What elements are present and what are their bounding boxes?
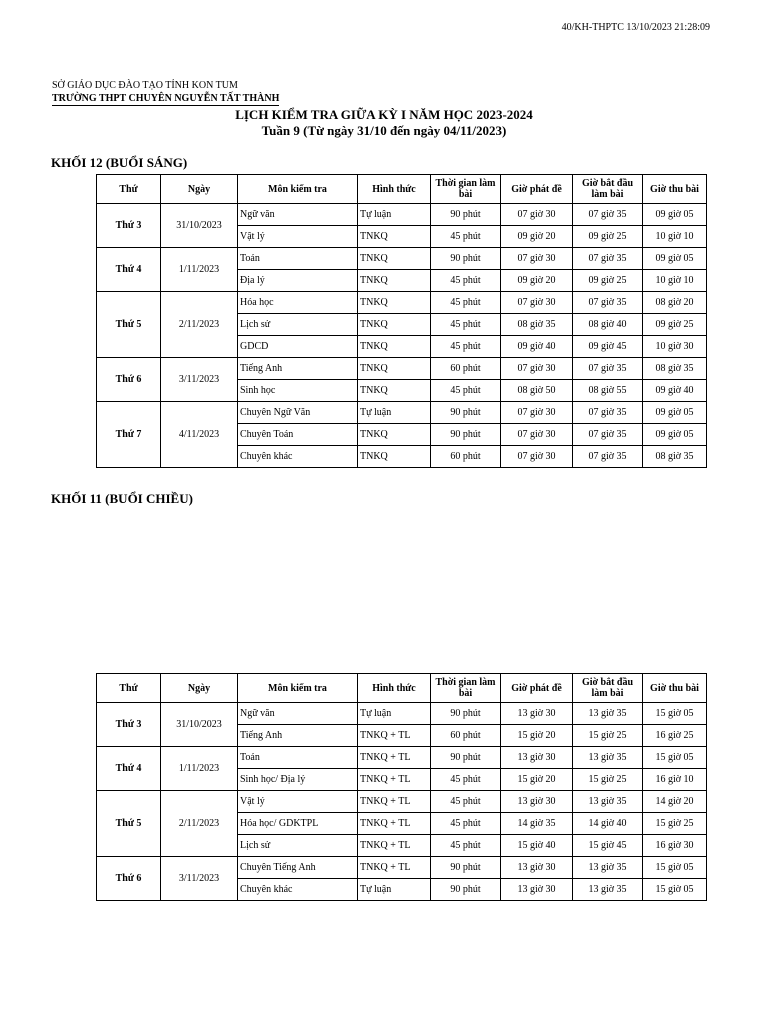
distribution-time-cell: 13 giờ 30 (501, 857, 573, 879)
subject-cell: Hóa học/ GDKTPL (238, 813, 358, 835)
date-cell: 31/10/2023 (161, 703, 238, 747)
format-cell: TNKQ (358, 248, 431, 270)
school-name: TRƯỜNG THPT CHUYÊN NGUYỄN TẤT THÀNH (52, 93, 280, 104)
column-header: Thời gian làm bài (431, 175, 501, 204)
start-time-cell: 07 giờ 35 (573, 204, 643, 226)
distribution-time-cell: 07 giờ 30 (501, 204, 573, 226)
distribution-time-cell: 14 giờ 35 (501, 813, 573, 835)
subject-cell: Địa lý (238, 270, 358, 292)
table-header-row (97, 175, 707, 204)
duration-cell: 60 phút (431, 446, 501, 468)
subject-cell: Vật lý (238, 791, 358, 813)
duration-cell: 90 phút (431, 857, 501, 879)
weekday-cell: Thứ 5 (97, 791, 161, 857)
format-cell: TNKQ + TL (358, 769, 431, 791)
format-cell: TNKQ + TL (358, 791, 431, 813)
start-time-cell: 07 giờ 35 (573, 248, 643, 270)
subject-cell: Ngữ văn (238, 204, 358, 226)
collection-time-cell: 16 giờ 25 (643, 725, 707, 747)
start-time-cell: 15 giờ 45 (573, 835, 643, 857)
start-time-cell: 08 giờ 55 (573, 380, 643, 402)
start-time-cell: 13 giờ 35 (573, 791, 643, 813)
date-cell: 1/11/2023 (161, 248, 238, 292)
format-cell: TNKQ + TL (358, 835, 431, 857)
format-cell: TNKQ (358, 424, 431, 446)
subject-cell: Chuyên Toán (238, 424, 358, 446)
duration-cell: 45 phút (431, 835, 501, 857)
start-time-cell: 07 giờ 35 (573, 292, 643, 314)
subject-cell: Hóa học (238, 292, 358, 314)
column-header: Môn kiểm tra (238, 674, 358, 703)
schedule-table-khoi-12 (96, 174, 707, 468)
format-cell: TNKQ (358, 358, 431, 380)
collection-time-cell: 15 giờ 05 (643, 879, 707, 901)
duration-cell: 90 phút (431, 703, 501, 725)
subject-cell: Lịch sử (238, 314, 358, 336)
collection-time-cell: 08 giờ 35 (643, 446, 707, 468)
department-name: SỞ GIÁO DỤC ĐÀO TẠO TỈNH KON TUM (52, 80, 238, 91)
subject-cell: Lịch sử (238, 835, 358, 857)
table-row (97, 703, 707, 725)
distribution-time-cell: 07 giờ 30 (501, 248, 573, 270)
distribution-time-cell: 13 giờ 30 (501, 703, 573, 725)
section-title-khoi-11: KHỐI 11 (BUỔI CHIỀU) (51, 491, 193, 506)
distribution-time-cell: 07 giờ 30 (501, 358, 573, 380)
subject-cell: Chuyên khác (238, 446, 358, 468)
format-cell: Tự luận (358, 204, 431, 226)
distribution-time-cell: 15 giờ 20 (501, 725, 573, 747)
duration-cell: 45 phút (431, 791, 501, 813)
weekday-cell: Thứ 3 (97, 204, 161, 248)
column-header: Giờ thu bài (643, 175, 707, 204)
start-time-cell: 09 giờ 45 (573, 336, 643, 358)
column-header: Thời gian làm bài (431, 674, 501, 703)
subject-cell: Tiếng Anh (238, 358, 358, 380)
column-header: Hình thức (358, 175, 431, 204)
distribution-time-cell: 07 giờ 30 (501, 446, 573, 468)
format-cell: TNKQ (358, 446, 431, 468)
column-header: Ngày (161, 175, 238, 204)
subject-cell: Tiếng Anh (238, 725, 358, 747)
column-header: Môn kiểm tra (238, 175, 358, 204)
column-header: Giờ bắt đầu làm bài (573, 175, 643, 204)
column-header: Giờ phát đề (501, 674, 573, 703)
date-cell: 3/11/2023 (161, 358, 238, 402)
duration-cell: 45 phút (431, 314, 501, 336)
format-cell: TNKQ (358, 270, 431, 292)
collection-time-cell: 16 giờ 30 (643, 835, 707, 857)
collection-time-cell: 15 giờ 25 (643, 813, 707, 835)
organization-block (52, 79, 279, 106)
duration-cell: 60 phút (431, 725, 501, 747)
start-time-cell: 07 giờ 35 (573, 446, 643, 468)
weekday-cell: Thứ 5 (97, 292, 161, 358)
format-cell: TNKQ (358, 336, 431, 358)
subject-cell: Toán (238, 747, 358, 769)
format-cell: TNKQ (358, 380, 431, 402)
collection-time-cell: 09 giờ 05 (643, 424, 707, 446)
start-time-cell: 13 giờ 35 (573, 703, 643, 725)
distribution-time-cell: 13 giờ 30 (501, 791, 573, 813)
table-row (97, 857, 707, 879)
date-cell: 31/10/2023 (161, 204, 238, 248)
column-header: Giờ phát đề (501, 175, 573, 204)
date-cell: 4/11/2023 (161, 402, 238, 468)
start-time-cell: 07 giờ 35 (573, 402, 643, 424)
duration-cell: 45 phút (431, 336, 501, 358)
column-header: Thứ (97, 175, 161, 204)
collection-time-cell: 10 giờ 30 (643, 336, 707, 358)
format-cell: TNKQ + TL (358, 813, 431, 835)
subject-cell: Vật lý (238, 226, 358, 248)
weekday-cell: Thứ 3 (97, 703, 161, 747)
subject-cell: Chuyên khác (238, 879, 358, 901)
date-cell: 3/11/2023 (161, 857, 238, 901)
table-row (97, 204, 707, 226)
collection-time-cell: 15 giờ 05 (643, 857, 707, 879)
format-cell: TNKQ (358, 314, 431, 336)
table-row (97, 248, 707, 270)
start-time-cell: 13 giờ 35 (573, 879, 643, 901)
duration-cell: 45 phút (431, 226, 501, 248)
subject-cell: Sinh học/ Địa lý (238, 769, 358, 791)
collection-time-cell: 16 giờ 10 (643, 769, 707, 791)
start-time-cell: 14 giờ 40 (573, 813, 643, 835)
table-row (97, 358, 707, 380)
column-header: Giờ bắt đầu làm bài (573, 674, 643, 703)
format-cell: TNKQ + TL (358, 857, 431, 879)
collection-time-cell: 09 giờ 05 (643, 402, 707, 424)
start-time-cell: 15 giờ 25 (573, 725, 643, 747)
table-row (97, 292, 707, 314)
distribution-time-cell: 13 giờ 30 (501, 747, 573, 769)
collection-time-cell: 09 giờ 05 (643, 204, 707, 226)
duration-cell: 45 phút (431, 292, 501, 314)
column-header: Thứ (97, 674, 161, 703)
collection-time-cell: 09 giờ 25 (643, 314, 707, 336)
table-header-row (97, 674, 707, 703)
collection-time-cell: 08 giờ 35 (643, 358, 707, 380)
distribution-time-cell: 15 giờ 20 (501, 769, 573, 791)
weekday-cell: Thứ 6 (97, 358, 161, 402)
format-cell: TNKQ (358, 292, 431, 314)
weekday-cell: Thứ 4 (97, 248, 161, 292)
distribution-time-cell: 07 giờ 30 (501, 424, 573, 446)
weekday-cell: Thứ 4 (97, 747, 161, 791)
format-cell: Tự luận (358, 879, 431, 901)
distribution-time-cell: 07 giờ 30 (501, 292, 573, 314)
format-cell: TNKQ (358, 226, 431, 248)
collection-time-cell: 14 giờ 20 (643, 791, 707, 813)
start-time-cell: 09 giờ 25 (573, 226, 643, 248)
duration-cell: 90 phút (431, 879, 501, 901)
duration-cell: 90 phút (431, 204, 501, 226)
distribution-time-cell: 08 giờ 35 (501, 314, 573, 336)
distribution-time-cell: 09 giờ 40 (501, 336, 573, 358)
document-subtitle: Tuần 9 (Từ ngày 31/10 đến ngày 04/11/2023) (261, 123, 507, 138)
start-time-cell: 13 giờ 35 (573, 747, 643, 769)
collection-time-cell: 08 giờ 20 (643, 292, 707, 314)
duration-cell: 45 phút (431, 380, 501, 402)
collection-time-cell: 09 giờ 40 (643, 380, 707, 402)
duration-cell: 45 phút (431, 813, 501, 835)
distribution-time-cell: 08 giờ 50 (501, 380, 573, 402)
schedule-table-khoi-11 (96, 673, 707, 901)
column-header: Hình thức (358, 674, 431, 703)
date-cell: 2/11/2023 (161, 791, 238, 857)
distribution-time-cell: 09 giờ 20 (501, 270, 573, 292)
start-time-cell: 07 giờ 35 (573, 358, 643, 380)
collection-time-cell: 15 giờ 05 (643, 747, 707, 769)
date-cell: 2/11/2023 (161, 292, 238, 358)
duration-cell: 45 phút (431, 270, 501, 292)
distribution-time-cell: 09 giờ 20 (501, 226, 573, 248)
collection-time-cell: 09 giờ 05 (643, 248, 707, 270)
subject-cell: Sinh học (238, 380, 358, 402)
column-header: Giờ thu bài (643, 674, 707, 703)
document-title: LỊCH KIỂM TRA GIỮA KỲ I NĂM HỌC 2023-2024 (235, 107, 533, 122)
start-time-cell: 09 giờ 25 (573, 270, 643, 292)
start-time-cell: 07 giờ 35 (573, 424, 643, 446)
distribution-time-cell: 07 giờ 30 (501, 402, 573, 424)
start-time-cell: 08 giờ 40 (573, 314, 643, 336)
format-cell: Tự luận (358, 703, 431, 725)
duration-cell: 90 phút (431, 424, 501, 446)
distribution-time-cell: 13 giờ 30 (501, 879, 573, 901)
subject-cell: Ngữ văn (238, 703, 358, 725)
document-reference: 40/KH-THPTC 13/10/2023 21:28:09 (561, 22, 710, 33)
collection-time-cell: 10 giờ 10 (643, 226, 707, 248)
collection-time-cell: 10 giờ 10 (643, 270, 707, 292)
start-time-cell: 15 giờ 25 (573, 769, 643, 791)
duration-cell: 90 phút (431, 402, 501, 424)
column-header: Ngày (161, 674, 238, 703)
duration-cell: 60 phút (431, 358, 501, 380)
subject-cell: Chuyên Ngữ Văn (238, 402, 358, 424)
collection-time-cell: 15 giờ 05 (643, 703, 707, 725)
table-row (97, 402, 707, 424)
duration-cell: 90 phút (431, 747, 501, 769)
subject-cell: GDCD (238, 336, 358, 358)
weekday-cell: Thứ 6 (97, 857, 161, 901)
duration-cell: 45 phút (431, 769, 501, 791)
subject-cell: Chuyên Tiếng Anh (238, 857, 358, 879)
table-row (97, 747, 707, 769)
date-cell: 1/11/2023 (161, 747, 238, 791)
duration-cell: 90 phút (431, 248, 501, 270)
weekday-cell: Thứ 7 (97, 402, 161, 468)
format-cell: TNKQ + TL (358, 747, 431, 769)
subject-cell: Toán (238, 248, 358, 270)
format-cell: Tự luận (358, 402, 431, 424)
distribution-time-cell: 15 giờ 40 (501, 835, 573, 857)
start-time-cell: 13 giờ 35 (573, 857, 643, 879)
format-cell: TNKQ + TL (358, 725, 431, 747)
table-row (97, 791, 707, 813)
section-title-khoi-12: KHỐI 12 (BUỔI SÁNG) (51, 155, 188, 170)
